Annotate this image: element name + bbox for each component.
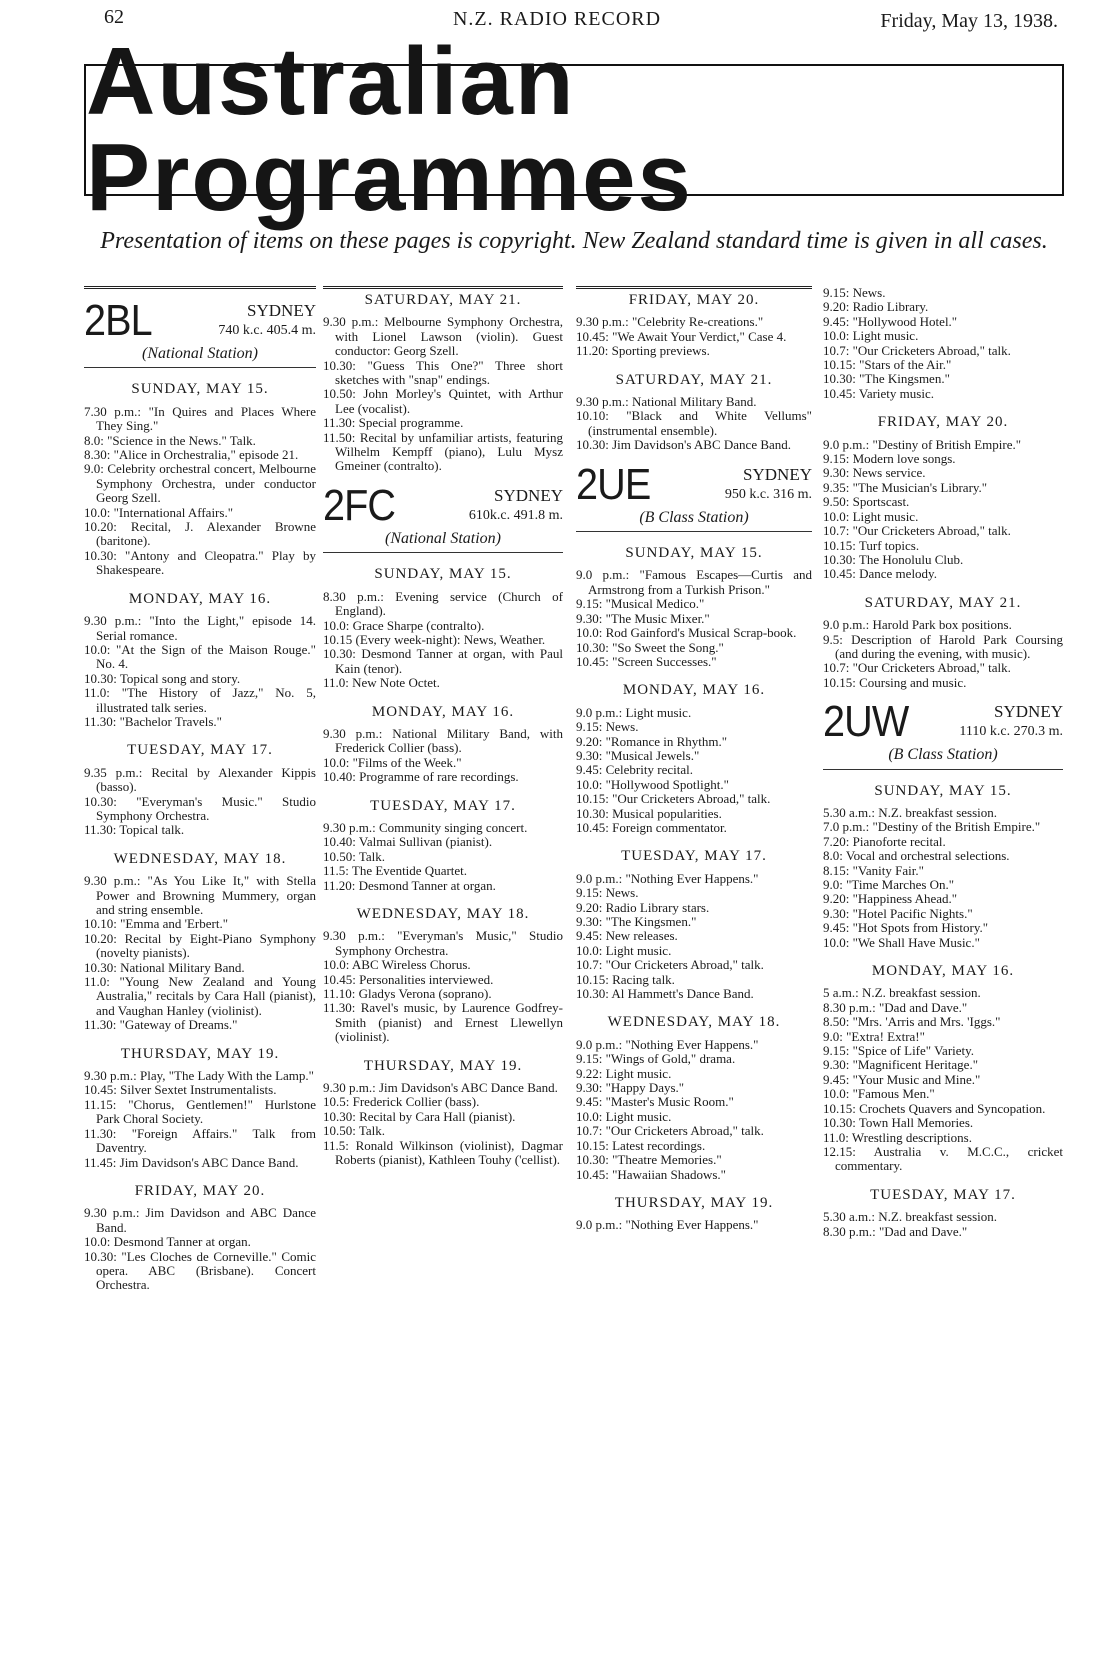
programme-item: 9.45: "Hot Spots from History." (823, 920, 989, 936)
programme-item: 9.30: "Happy Days." (576, 1080, 685, 1096)
programme-item: 9.20: "Happiness Ahead." (823, 891, 958, 907)
station-frequency: 740 k.c. 405.4 m. (218, 323, 316, 338)
programme-item: 10.20: Recital, J. Alexander Browne (baritone). (84, 519, 316, 549)
programme-item: 10.30: "Les Cloches de Corneville." Comic opera. ABC (Brisbane). Concert Orchestra. (84, 1248, 316, 1293)
programme-item: 10.30: Musical popularities. (576, 805, 722, 821)
programme-item: 11.30: Topical talk. (84, 822, 185, 838)
programme-item: 9.30 p.m.: Jim Davidson's ABC Dance Band. (323, 1080, 558, 1096)
programme-item: 10.30: Town Hall Memories. (823, 1115, 974, 1131)
station-2fc (323, 480, 563, 553)
day-heading: SUNDAY, MAY 15. (374, 566, 512, 583)
day-heading: THURSDAY, MAY 19. (614, 1194, 774, 1211)
day-heading: WEDNESDAY, MAY 18. (356, 906, 530, 922)
station-call-sign: 2UW (823, 697, 909, 747)
programme-item: 11.15: "Chorus, Gentlemen!" Hurlstone Park Choral Society. (84, 1096, 316, 1127)
programme-item: 10.0: Rod Gainford's Musical Scrap-book. (576, 625, 797, 641)
schedule-section (576, 293, 812, 453)
programme-item: 10.40: Programme of rare recordings. (323, 769, 519, 785)
station-city: SYDNEY (743, 464, 812, 484)
programme-item: 10.45: "Screen Successes." (576, 653, 717, 669)
day-heading: FRIDAY, MAY 20. (877, 414, 1009, 431)
programme-item: 10.30: "So Sweet the Song." (576, 639, 724, 655)
programme-item: 10.30: Jim Davidson's ABC Dance Band. (576, 437, 792, 453)
day-heading: THURSDAY, MAY 19. (363, 1057, 523, 1074)
programme-item: 9.0 p.m.: "Destiny of British Empire." (823, 436, 1022, 452)
schedule-section (323, 293, 563, 474)
station-2uw (823, 697, 1063, 769)
programme-item: 9.35: "The Musician's Library." (823, 479, 988, 495)
programme-item: 9.0: "Extra! Extra!" (823, 1028, 925, 1044)
programme-item: 9.0 p.m.: Harold Park box positions. (823, 617, 1012, 633)
programme-item: 7.0 p.m.: "Destiny of the British Empire." (823, 819, 1041, 835)
day-heading: SUNDAY, MAY 15. (625, 545, 763, 562)
day-heading: WEDNESDAY, MAY 18. (113, 850, 287, 867)
programme-item: 9.50: Sportscast. (823, 494, 910, 510)
programme-item: 10.45: Personalities interviewed. (323, 971, 494, 987)
programme-item: 9.35 p.m.: Recital by Alexander Kippis (basso). (84, 764, 316, 795)
programme-item: 11.30: Special programme. (323, 415, 464, 431)
programme-item: 11.45: Jim Davidson's ABC Dance Band. (84, 1154, 299, 1170)
programme-item: 9.30 p.m.: "Celebrity Re-creations." (576, 314, 764, 330)
programme-item: 9.45: "Hollywood Hotel." (823, 313, 958, 329)
programme-item: 5 a.m.: N.Z. breakfast session. (823, 985, 981, 1001)
station-class: (National Station) (142, 345, 258, 362)
programme-item: 10.10: "Emma and 'Erbert." (84, 916, 229, 932)
column-rule (84, 286, 316, 289)
programme-item: 11.0: "Young New Zealand and Young Australia," recitals by Cara Hall (pianist), and Vaughan Hanley (violinist). (84, 974, 316, 1018)
programme-item: 11.0: New Note Octet. (323, 675, 440, 691)
programme-item: 9.30 p.m.: Community singing concert. (323, 819, 528, 835)
programme-item: 10.7: "Our Cricketers Abroad," talk. (576, 1123, 764, 1139)
station-rule (823, 769, 1063, 770)
programme-item: 9.15: News. (576, 885, 639, 901)
programme-item: 10.30: "The Kingsmen." (823, 371, 950, 387)
schedule-section (576, 546, 812, 1233)
programme-item: 11.30: "Foreign Affairs." Talk from Daventry. (84, 1125, 316, 1156)
programme-item: 9.30 p.m.: "Into the Light," episode 14. Serial romance. (84, 613, 316, 643)
day-heading: MONDAY, MAY 16. (371, 703, 515, 720)
programme-item: 8.15: "Vanity Fair." (823, 862, 924, 878)
programme-item: 10.50: Talk. (323, 848, 386, 864)
programme-item: 9.0 p.m.: "Nothing Ever Happens." (576, 870, 759, 886)
programme-item: 10.15 (Every week-night): News, Weather. (323, 631, 546, 647)
programme-item: 9.15: Modern love songs. (823, 451, 956, 467)
programme-item: 10.0: ABC Wireless Chorus. (323, 957, 471, 973)
programme-item: 10.0: Light music. (823, 328, 919, 344)
programme-item: 9.0 p.m.: "Nothing Ever Happens." (576, 1217, 759, 1233)
programme-item: 9.30 p.m.: Jim Davidson and ABC Dance Band. (84, 1205, 316, 1235)
programme-item: 9.0: Celebrity orchestral concert, Melbourne Symphony Orchestra, under conductor Georg Szell. (84, 461, 316, 506)
programme-item: 11.30: "Gateway of Dreams." (84, 1017, 238, 1033)
programme-item: 10.45: Dance melody. (823, 566, 937, 582)
programme-item: 10.50: Talk. (323, 1123, 386, 1139)
day-heading: SATURDAY, MAY 21. (364, 292, 522, 308)
day-heading: TUESDAY, MAY 17. (370, 797, 516, 814)
day-heading: THURSDAY, MAY 19. (120, 1045, 280, 1062)
programme-item: 11.20: Desmond Tanner at organ. (323, 877, 496, 893)
station-frequency: 1110 k.c. 270.3 m. (959, 724, 1063, 740)
programme-item: 11.20: Sporting previews. (576, 343, 710, 359)
programme-item: 9.20: "Romance in Rhythm." (576, 733, 728, 749)
programme-item: 10.30: "Theatre Memories." (576, 1152, 722, 1168)
programme-item: 10.15: Racing talk. (576, 971, 675, 987)
programme-item: 12.15: Australia v. M.C.C., cricket commentary. (823, 1143, 1063, 1174)
station-frequency: 610k.c. 491.8 m. (468, 507, 563, 523)
programme-item: 5.30 a.m.: N.Z. breakfast session. (823, 1209, 998, 1225)
schedule-section (823, 286, 1063, 690)
programme-item: 10.0: "International Affairs." (84, 504, 234, 520)
programme-item: 10.30: Topical song and story. (84, 670, 241, 686)
column-1 (84, 286, 316, 1293)
programme-item: 10.15: "Stars of the Air." (823, 357, 952, 373)
station-rule (576, 531, 812, 532)
programme-item: 10.15: Coursing and music. (823, 674, 967, 690)
station-class: (National Station) (385, 529, 501, 547)
programme-item: 9.30: "Musical Jewels." (576, 747, 700, 763)
programme-item: 8.30 p.m.: "Dad and Dave." (823, 999, 968, 1015)
programme-item: 9.0 p.m.: "Famous Escapes—Curtis and Armstrong from a Turkish Prison." (576, 567, 812, 597)
programme-item: 10.7: "Our Cricketers Abroad," talk. (823, 660, 1011, 676)
programme-item: 9.0 p.m.: Light music. (576, 704, 692, 720)
programme-item: 11.5: Ronald Wilkinson (violinist), Dagmar Roberts (pianist), Kathleen Touhy ('cellist). (323, 1137, 563, 1168)
station-class: (B Class Station) (888, 746, 998, 764)
programme-item: 10.10: "Black and White Vellums" (instrumental ensemble). (576, 408, 812, 438)
programme-item: 10.30: "Antony and Cleopatra." Play by Shakespeare. (84, 547, 316, 578)
day-heading: WEDNESDAY, MAY 18. (607, 1014, 781, 1031)
programme-item: 10.30: "Everyman's Music." Studio Symphony Orchestra. (84, 793, 316, 823)
programme-item: 11.0: "The History of Jazz," No. 5, illustrated talk series. (84, 685, 316, 715)
day-heading: SUNDAY, MAY 15. (874, 782, 1012, 799)
programme-item: 10.45: "Hawaiian Shadows." (576, 1166, 726, 1182)
programme-item: 11.50: Recital by unfamiliar artists, featuring Wilhelm Kempff (piano), Lulu Mysz Gmeiner (contralto). (323, 429, 563, 474)
station-call-sign: 2FC (323, 480, 396, 530)
day-heading: FRIDAY, MAY 20. (628, 292, 760, 308)
day-heading: FRIDAY, MAY 20. (134, 1182, 266, 1199)
programme-item: 9.30 p.m.: National Military Band, with Frederick Collier (bass). (323, 725, 563, 756)
programme-item: 8.30 p.m.: Evening service (Church of England). (323, 588, 563, 619)
programme-item: 10.30: National Military Band. (84, 959, 245, 975)
programme-item: 11.30: "Bachelor Travels." (84, 713, 222, 729)
programme-item: 10.0: Grace Sharpe (contralto). (323, 617, 485, 633)
column-4 (823, 286, 1063, 1239)
programme-item: 9.5: Description of Harold Park Coursing (and during the evening, with music). (823, 631, 1063, 661)
programme-item: 10.5: Frederick Collier (bass). (323, 1094, 480, 1110)
programme-item: 9.30: News service. (823, 465, 926, 481)
programme-item: 9.30 p.m.: National Military Band. (576, 394, 757, 410)
programme-item: 7.20: Pianoforte recital. (823, 833, 946, 849)
station-2bl (84, 296, 316, 368)
day-heading: TUESDAY, MAY 17. (870, 1186, 1016, 1203)
day-heading: MONDAY, MAY 16. (622, 682, 766, 699)
day-heading: MONDAY, MAY 16. (871, 963, 1015, 980)
programme-item: 10.0: Desmond Tanner at organ. (84, 1234, 251, 1250)
programme-item: 9.15: "Musical Medico." (576, 596, 705, 612)
programme-item: 9.22: Light music. (576, 1065, 672, 1081)
programme-item: 9.15: News. (823, 285, 886, 300)
schedule-section (84, 382, 316, 1292)
programme-item: 10.7: "Our Cricketers Abroad," talk. (823, 523, 1011, 539)
schedule-section (823, 784, 1063, 1239)
programme-item: 9.15: News. (576, 719, 639, 735)
copyright-notice: Presentation of items on these pages is copyright. New Zealand standard time is given in all cases. (100, 228, 1048, 254)
programme-item: 10.7: "Our Cricketers Abroad," talk. (823, 342, 1011, 358)
programme-item: 10.20: Recital by Eight-Piano Symphony (novelty pianists). (84, 930, 316, 961)
programme-item: 9.30: "The Music Mixer." (576, 610, 710, 626)
programme-item: 10.0: Light music. (576, 942, 672, 958)
programme-item: 10.15: Crochets Quavers and Syncopation. (823, 1100, 1046, 1116)
programme-item: 8.0: "Science in the News." Talk. (84, 432, 256, 448)
programme-item: 10.30: Desmond Tanner at organ, with Paul Kain (tenor). (323, 646, 563, 676)
programme-item: 10.15: Turf topics. (823, 537, 920, 553)
programme-item: 9.30 p.m.: Melbourne Symphony Orchestra, with Lionel Lawson (violin). Guest conductor: Georg Szell. (323, 314, 563, 359)
station-rule (323, 552, 563, 553)
programme-item: 10.0: "Famous Men." (823, 1086, 935, 1102)
programme-item: 11.5: The Eventide Quartet. (323, 863, 468, 879)
programme-item: 7.30 p.m.: "In Quires and Places Where They Sing." (84, 403, 316, 434)
programme-item: 10.45: Foreign commentator. (576, 819, 727, 835)
station-rule (84, 367, 316, 368)
station-city: SYDNEY (494, 485, 563, 505)
programme-item: 9.30 p.m.: "Everyman's Music," Studio Symphony Orchestra. (323, 928, 563, 958)
programme-item: 10.30: Al Hammett's Dance Band. (576, 986, 754, 1002)
day-heading: TUESDAY, MAY 17. (621, 848, 767, 865)
publication-name: N.Z. RADIO RECORD (452, 8, 662, 30)
programme-item: 10.0: "Films of the Week." (323, 754, 462, 770)
programme-item: 10.30: The Honolulu Club. (823, 551, 964, 567)
programme-item: 9.0 p.m.: "Nothing Ever Happens." (576, 1036, 759, 1052)
programme-item: 10.45: "We Await Your Verdict," Case 4. (576, 328, 787, 344)
programme-item: 10.45: Variety music. (823, 385, 934, 401)
station-frequency: 950 k.c. 316 m. (724, 486, 812, 502)
programme-item: 10.0: "Hollywood Spotlight." (576, 776, 729, 792)
station-city: SYDNEY (247, 301, 316, 320)
day-heading: MONDAY, MAY 16. (128, 590, 272, 607)
station-call-sign: 2BL (84, 296, 152, 345)
programme-item: 10.45: Silver Sextet Instrumentalists. (84, 1082, 277, 1098)
programme-item: 11.30: Ravel's music, by Laurence Godfrey-Smith (pianist) and Ernest Llewellyn (violinist). (323, 1000, 563, 1045)
issue-date: Friday, May 13, 1938. (880, 10, 1058, 32)
programme-item: 9.45: Celebrity recital. (576, 762, 693, 778)
programme-item: 9.45: New releases. (576, 928, 678, 944)
programme-item: 10.15: Latest recordings. (576, 1137, 706, 1153)
programme-item: 8.30 p.m.: "Dad and Dave." (823, 1223, 968, 1239)
programme-item: 8.30: "Alice in Orchestralia," episode 21. (84, 447, 299, 463)
column-2 (323, 286, 563, 1168)
programme-item: 10.0: Light music. (576, 1108, 672, 1124)
programme-item: 9.30: "The Kingsmen." (576, 914, 697, 929)
day-heading: SATURDAY, MAY 21. (864, 594, 1022, 611)
programme-item: 9.30 p.m.: "As You Like It," with Stella Power and Browning Mummery, organ and string ensemble. (84, 873, 316, 917)
programme-item: 8.0: Vocal and orchestral selections. (823, 848, 1010, 864)
station-city: SYDNEY (994, 702, 1063, 722)
station-2ue (576, 459, 812, 532)
programme-item: 9.30: "Magnificent Heritage." (823, 1057, 979, 1073)
programme-item: 10.50: John Morley's Quintet, with Arthur Lee (vocalist). (323, 386, 563, 416)
programme-item: 11.10: Gladys Verona (soprano). (323, 986, 492, 1002)
programme-item: 10.30: Recital by Cara Hall (pianist). (323, 1108, 516, 1124)
programme-item: 10.0: Light music. (823, 508, 919, 524)
programme-item: 9.45: "Your Music and Mine." (823, 1071, 981, 1087)
programme-item: 9.20: Radio Library. (823, 299, 929, 315)
programme-item: 10.30: "Guess This One?" Three short sketches with "snap" endings. (323, 357, 563, 388)
page-number: 62 (104, 6, 124, 28)
programme-item: 9.30 p.m.: Play, "The Lady With the Lamp." (84, 1068, 314, 1084)
programme-item: 10.0: "At the Sign of the Maison Rouge." No. 4. (84, 641, 316, 672)
masthead-title: Australian Programmes (86, 28, 693, 231)
masthead-box (84, 28, 1064, 231)
programme-item: 10.15: "Our Cricketers Abroad," talk. (576, 791, 771, 807)
programme-item: 8.50: "Mrs. 'Arris and Mrs. 'Iggs." (823, 1014, 1001, 1030)
programme-item: 10.40: Valmai Sullivan (pianist). (323, 834, 493, 850)
programme-item: 5.30 a.m.: N.Z. breakfast session. (823, 804, 998, 820)
day-heading: SUNDAY, MAY 15. (131, 381, 269, 398)
programme-item: 9.20: Radio Library stars. (576, 899, 710, 915)
station-call-sign: 2UE (576, 459, 651, 509)
schedule-section (323, 567, 563, 1167)
station-class: (B Class Station) (639, 508, 749, 526)
column-rule (323, 286, 563, 289)
programme-item: 9.0: "Time Marches On." (823, 877, 955, 892)
column-rule (576, 286, 812, 289)
day-heading: SATURDAY, MAY 21. (615, 371, 773, 388)
column-3 (576, 286, 812, 1233)
programme-item: 9.15: "Spice of Life" Variety. (823, 1043, 975, 1059)
programme-item: 9.30: "Hotel Pacific Nights." (823, 905, 973, 921)
day-heading: TUESDAY, MAY 17. (127, 742, 273, 759)
programme-item: 9.15: "Wings of Gold," drama. (576, 1051, 736, 1067)
programme-item: 9.45: "Master's Music Room." (576, 1094, 734, 1110)
programme-item: 10.0: "We Shall Have Music." (823, 934, 980, 950)
programme-item: 10.7: "Our Cricketers Abroad," talk. (576, 957, 764, 973)
programme-item: 11.0: Wrestling descriptions. (823, 1129, 972, 1145)
